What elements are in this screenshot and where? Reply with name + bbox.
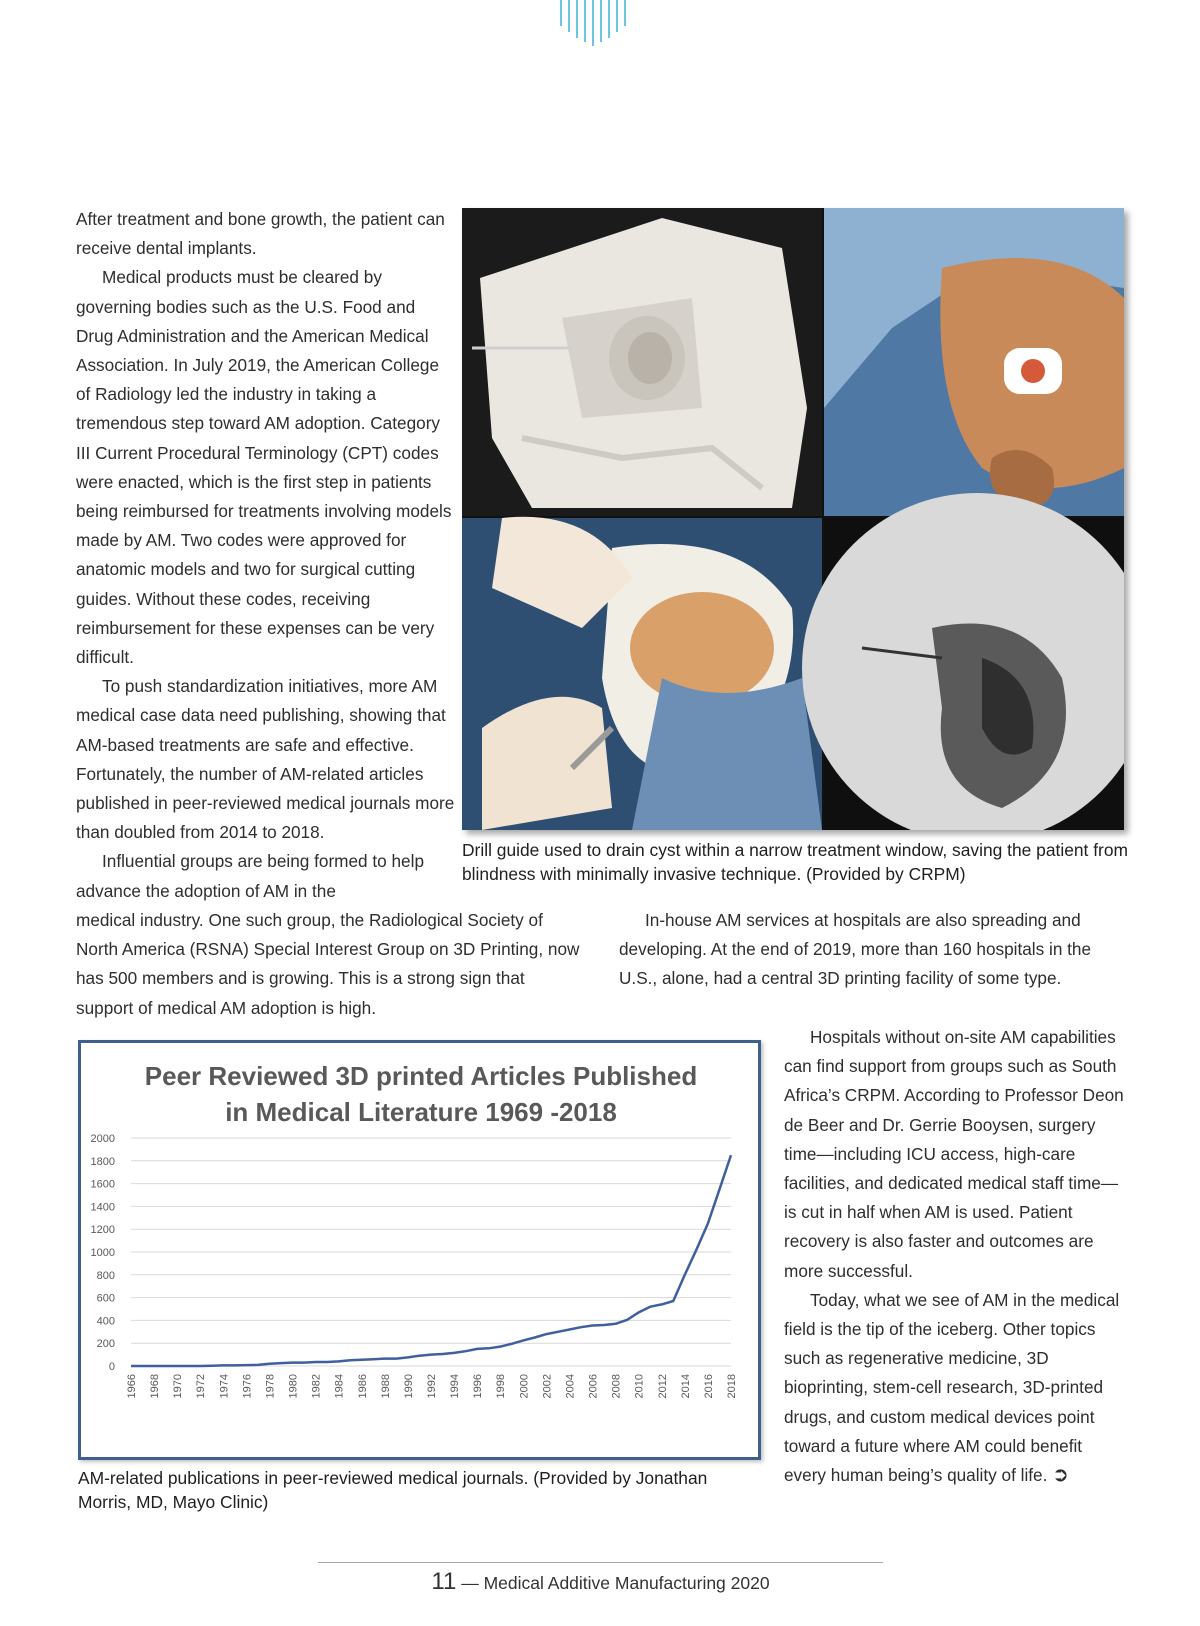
middle-paragraph: In-house AM services at hospitals are also spreading and developing. At the end of 2019, more than 160 hospitals in the U.S., alone, had a central 3D printing facility of some type. [619,910,1092,989]
skull-model-photo [462,208,822,516]
paragraph: Hospitals without on-site AM capabilities can find support from groups such as South Africa’s CRPM. According to Professor Deon de Beer and Dr. Gerrie Booysen, surgery time—including ICU access, high-care facilities, and dedicated medical staff time—is cut in half when AM is used. Patient recovery is also faster and outcomes are more successful. [784,1027,1124,1281]
y-tick-label: 1400 [90,1201,115,1214]
x-tick-label: 1970 [172,1374,185,1399]
x-tick-label: 1992 [426,1374,438,1399]
x-tick-label: 2002 [541,1374,554,1399]
x-tick-label: 1982 [310,1374,323,1399]
paragraph: Influential groups are being formed to help advance the adoption of AM in the [76,851,424,901]
paragraph [784,1286,1124,1490]
paragraph: After treatment and bone growth, the patient can receive dental implants. [76,209,445,259]
x-tick-label: 1996 [472,1374,485,1399]
chart-title-line-2: in Medical Literature 1969 -2018 [225,1097,617,1127]
publication-title: Medical Additive Manufacturing 2020 [483,1573,770,1593]
patient-photo [824,208,1124,516]
chart-caption: AM-related publications in peer-reviewed medical journals. (Provided by Jonathan Morris, MD, Mayo Clinic) [78,1468,708,1512]
y-tick-label: 400 [96,1315,115,1328]
photo-caption: Drill guide used to drain cyst within a narrow treatment window, saving the patient from blindness with minimally invasive technique. (Provided by CRPM) [462,840,1128,884]
decorative-lines [557,0,637,46]
left-column-text [76,205,456,906]
x-tick-label: 1976 [241,1374,254,1399]
photo-collage [462,208,1124,830]
xray-photo [802,493,1124,830]
page-footer [318,1568,883,1596]
x-tick-label: 1984 [333,1374,346,1399]
right-column-text [784,1023,1124,1490]
y-tick-label: 2000 [90,1133,115,1145]
footer-rule [318,1562,883,1563]
y-tick-label: 200 [96,1338,115,1351]
x-tick-label: 2010 [633,1374,646,1399]
chart-title-line-1: Peer Reviewed 3D printed Articles Published [144,1061,698,1091]
y-tick-label: 1000 [90,1247,115,1259]
x-tick-label: 2016 [702,1374,715,1399]
paragraph-text: Today, what we see of AM in the medical field is the tip of the iceberg. Other topics such as regenerative medicine, 3D bioprinting, stem-cell research, 3D-printed drugs, and custom medical devices point toward a future where AM could benefit every human being’s quality of life. [784,1289,1120,1486]
left-wide-paragraph: medical industry. One such group, the Radiological Society of North America (RSNA) Special Interest Group on 3D Printing, now has 500 members and is growing. This is a strong sign that support of medical AM adoption is high. [76,910,580,1018]
x-tick-label: 1972 [195,1374,208,1399]
x-tick-label: 1968 [149,1374,162,1399]
y-tick-label: 1200 [90,1224,115,1237]
y-tick-label: 600 [96,1292,115,1305]
x-tick-label: 1966 [126,1374,138,1399]
x-tick-label: 1980 [287,1374,300,1399]
series-line-articles [131,1155,731,1366]
x-tick-label: 2012 [656,1374,669,1399]
paragraph: Medical products must be cleared by governing bodies such as the U.S. Food and Drug Administration and the American Medical Association. In July 2019, the American College of Radiology led the industry in taking a tremendous step toward AM adoption. Category III Current Procedural Terminology (CPT) codes were enacted, which is the first step in patients being reimbursed for treatments involving models made by AM. Two codes were approved for anatomic models and two for surgical cutting guides. Without these codes, receiving reimbursement for these expenses can be very difficult. [76,267,452,668]
x-tick-label: 2006 [587,1374,600,1399]
page-number: 11 [431,1568,457,1595]
x-tick-label: 1986 [356,1374,369,1399]
x-tick-label: 1978 [264,1374,277,1399]
y-tick-label: 800 [96,1269,115,1282]
x-tick-label: 2004 [564,1374,577,1399]
x-tick-label: 1994 [449,1374,462,1399]
y-tick-label: 1600 [90,1178,115,1191]
x-tick-label: 1988 [379,1374,392,1399]
footer-separator: — [461,1573,479,1593]
line-chart [81,1043,758,1457]
x-tick-label: 2014 [679,1374,692,1399]
chart-frame [78,1040,761,1460]
x-tick-label: 2000 [518,1374,531,1399]
x-tick-label: 2008 [610,1374,623,1399]
paragraph: To push standardization initiatives, more AM medical case data need publishing, showing that AM-based treatments are safe and effective. Fortunately, the number of AM-related articles published in peer-reviewed medical journals more than doubled from 2014 to 2018. [76,676,455,843]
y-tick-label: 1800 [90,1155,115,1168]
surgery-photo [462,517,822,830]
x-tick-label: 1974 [218,1374,231,1399]
x-tick-label: 1998 [495,1374,508,1399]
end-mark-icon: ➲ [1052,1464,1069,1487]
x-tick-label: 2018 [726,1374,738,1399]
y-tick-label: 0 [108,1361,115,1373]
x-tick-label: 1990 [402,1374,415,1399]
